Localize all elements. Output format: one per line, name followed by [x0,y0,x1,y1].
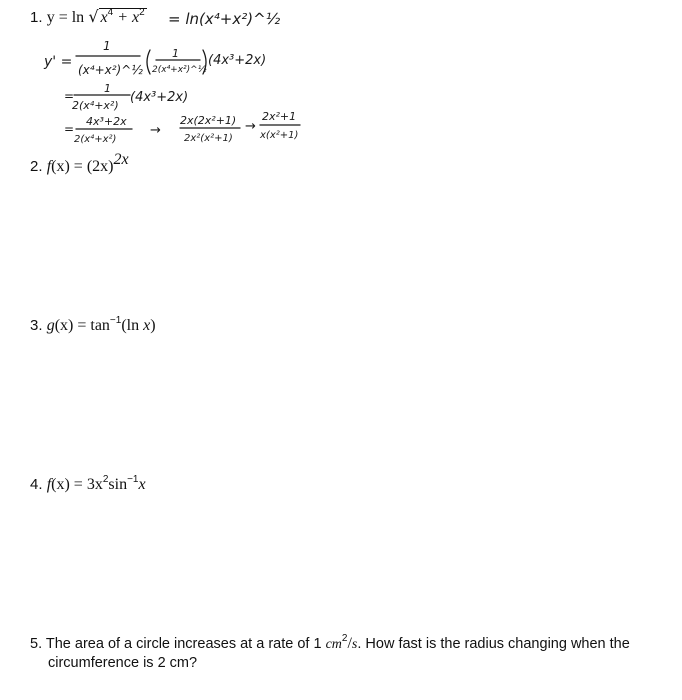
radicand-mid: + x [113,9,140,26]
hw-line-1: = ln(x⁴+x²)^½ [168,10,281,28]
problem-number: 1. [30,9,43,26]
handwritten-work [0,0,682,160]
radicand-exponent-2: 2 [139,7,145,18]
hw-line-2-inner-den: 2(x⁴+x²)^½ [152,65,207,75]
problem-4 [30,475,146,495]
hw-line-3-num: 1 [104,82,111,95]
close-paren: ) [150,317,156,334]
hw-line-2-lhs: y' = [44,54,73,70]
function-name: g [46,317,55,334]
exponent: −1 [109,315,122,326]
problem-5 [30,634,650,673]
hw-paren-open [147,50,150,74]
problem-1-lhs: y = ln [46,9,85,26]
hw-line-3-den: 2(x⁴+x²) [72,99,119,112]
function-definition: (x) = (2x) [51,158,114,175]
exponent: 2 [102,474,109,485]
hw-line-4-eq: = [64,122,75,136]
function-definition: (x) = tan [54,317,110,334]
hw-line-4-den-3: x(x²+1) [260,130,299,141]
hw-line-4-num-2: 2x(2x²+1) [180,114,237,127]
hw-line-4-den-2: 2x²(x²+1) [184,133,233,144]
hw-line-4-den: 2(x⁴+x²) [74,134,117,145]
exponent-2: −1 [127,474,139,485]
function-name: f [46,476,52,493]
problem-3 [30,316,156,336]
hw-line-4-num-3: 2x²+1 [262,110,297,123]
problem-number: 2. [30,158,43,175]
problem-5-line-1 [30,634,650,654]
hw-line-3-tail: (4x³+2x) [130,90,189,105]
hw-line-2-inner-num: 1 [172,47,179,60]
hw-line-2-den: (x⁴+x²)^½ [78,63,143,77]
radical-sign-icon: √ [88,7,99,26]
radicand-var: x [100,9,108,26]
problem-number: 4. [30,476,43,493]
exponent: 2x [113,151,129,168]
hw-arrow-1: → [150,123,161,138]
rate-unit-slash: / [347,635,352,652]
function-name: f [46,158,52,175]
problem-number: 3. [30,317,43,334]
function-definition: (x) = 3x [51,476,103,493]
function-rest: sin [108,476,128,493]
rate-unit-exponent: 2 [341,633,348,644]
hw-arrow-2: → [245,119,256,134]
rate-unit-numerator: cm [325,637,342,652]
problem-5-text-b: . How fast is the radius changing when the [357,636,630,652]
problem-5-text-a: The area of a circle increases at a rate of 1 [45,636,322,652]
hw-line-2-num: 1 [103,39,111,53]
problem-5-line-2: circumference is 2 cm? [48,655,198,671]
hw-line-2-tail: (4x³+2x) [208,53,267,68]
rate-unit-denominator: s [351,637,358,652]
hw-line-4-num: 4x³+2x [86,115,127,128]
problem-2 [30,151,129,177]
function-rest: (ln [121,317,144,334]
radicand-exponent-1: 4 [107,7,114,18]
hw-line-3-eq: = [64,89,75,103]
variable: x [138,476,146,493]
problem-number: 5. [30,636,43,652]
variable: x [143,317,151,334]
